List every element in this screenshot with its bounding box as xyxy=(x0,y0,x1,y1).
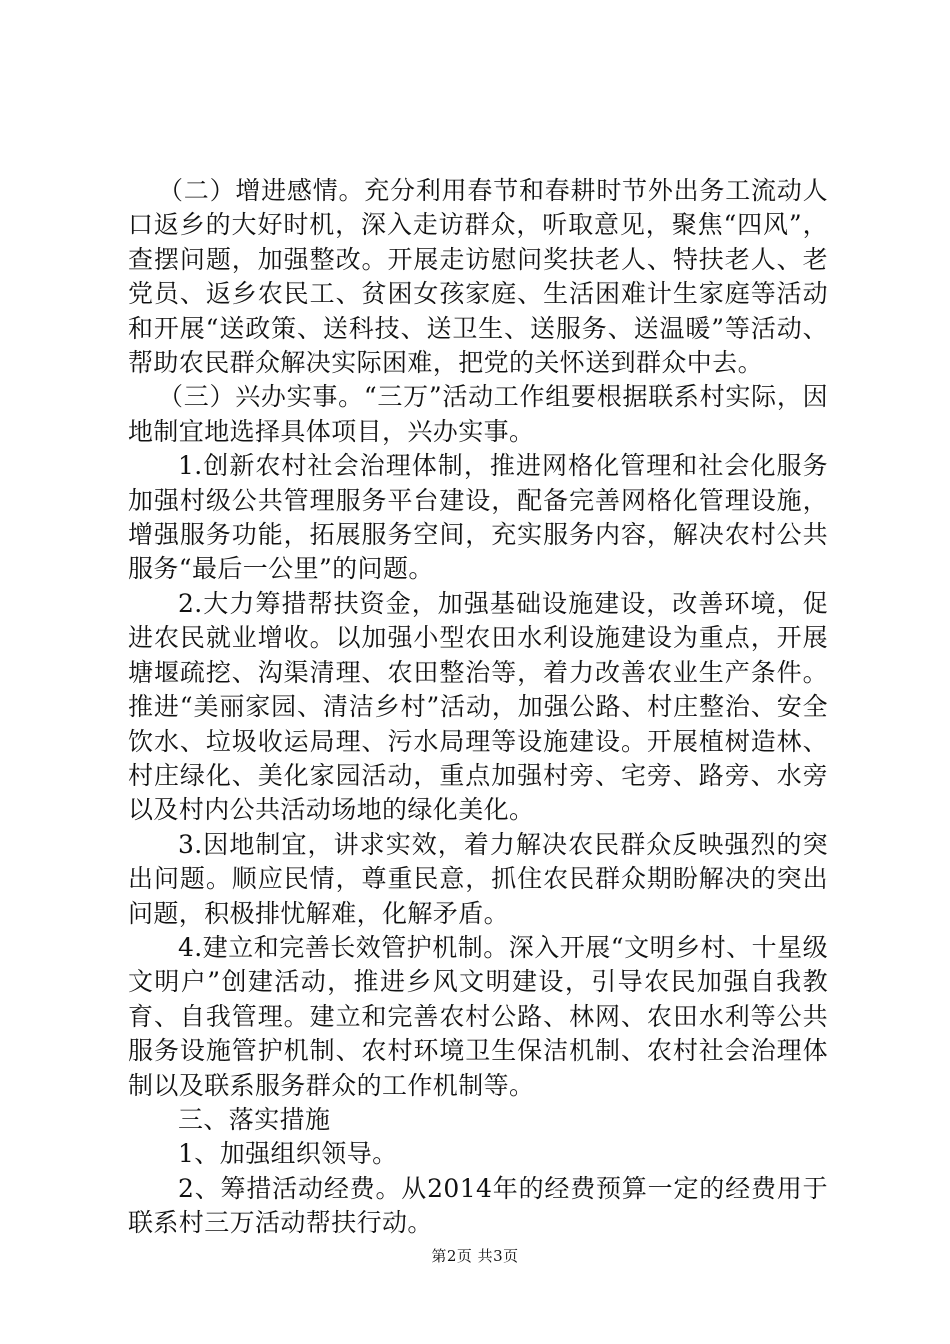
paragraph-item-2: 2.大力筹措帮扶资金，加强基础设施建设，改善环境，促进农民就业增收。以加强小型农田水利设施建设为重点，开展塘堰疏挖、沟渠清理、农田整治等，着力改善农业生产条件。推进“美丽家园、清洁乡村”活动，加强公路、村庄整治、安全饮水、垃圾收运局理、污水局理等设施建设。开展植树造林、村庄绿化、美化家园活动，重点加强村旁、宅旁、路旁、水旁以及村内公共活动场地的绿化美化。 xyxy=(128,588,828,825)
paragraph-measure-1: 1、加强组织领导。 xyxy=(178,1139,398,1169)
paragraph-item-1: 1.创新农村社会治理体制，推进网格化管理和社会化服务加强村级公共管理服务平台建设，配备完善网格化管理设施，增强服务功能，拓展服务空间，充实服务内容，解决农村公共服务“最后一公里”的问题。 xyxy=(128,451,828,584)
paragraph-strengthen-feelings: （二）增进感情。充分利用春节和春耕时节外出务工流动人口返乡的大好时机，深入走访群众，听取意见，聚焦“四风”，查摆问题，加强整改。开展走访慰问奖扶老人、特扶老人、老党员、返乡农民工、贫困女孩家庭、生活困难计生家庭等活动和开展“送政策、送科技、送卫生、送服务、送温暖”等活动、帮助农民群众解决实际困难，把党的关怀送到群众中去。 xyxy=(128,176,828,378)
paragraph-item-4: 4.建立和完善长效管护机制。深入开展“文明乡村、十星级文明户”创建活动，推进乡风文明建设，引导农民加强自我教育、自我管理。建立和完善农村公路、林网、农田水利等公共服务设施管护机制、农村环境卫生保洁机制、农村社会治理体制以及联系服务群众的工作机制等。 xyxy=(128,932,828,1100)
section-heading-measures: 三、落实措施 xyxy=(178,1104,331,1134)
paragraph-measure-2: 2、筹措活动经费。从2014年的经费预算一定的经费用于联系村三万活动帮扶行动。 xyxy=(128,1173,828,1238)
page-footer: 第2页 共3页 xyxy=(431,1247,519,1265)
paragraph-practical-matters: （三）兴办实事。“三万”活动工作组要根据联系村实际，因地制宜地选择具体项目，兴办实事。 xyxy=(128,382,828,446)
paragraph-item-3: 3.因地制宜，讲求实效，着力解决农民群众反映强烈的突出问题。顺应民情，尊重民意，抓住农民群众期盼解决的突出问题，积极排忧解难，化解矛盾。 xyxy=(128,829,828,928)
document-body xyxy=(128,174,828,1241)
